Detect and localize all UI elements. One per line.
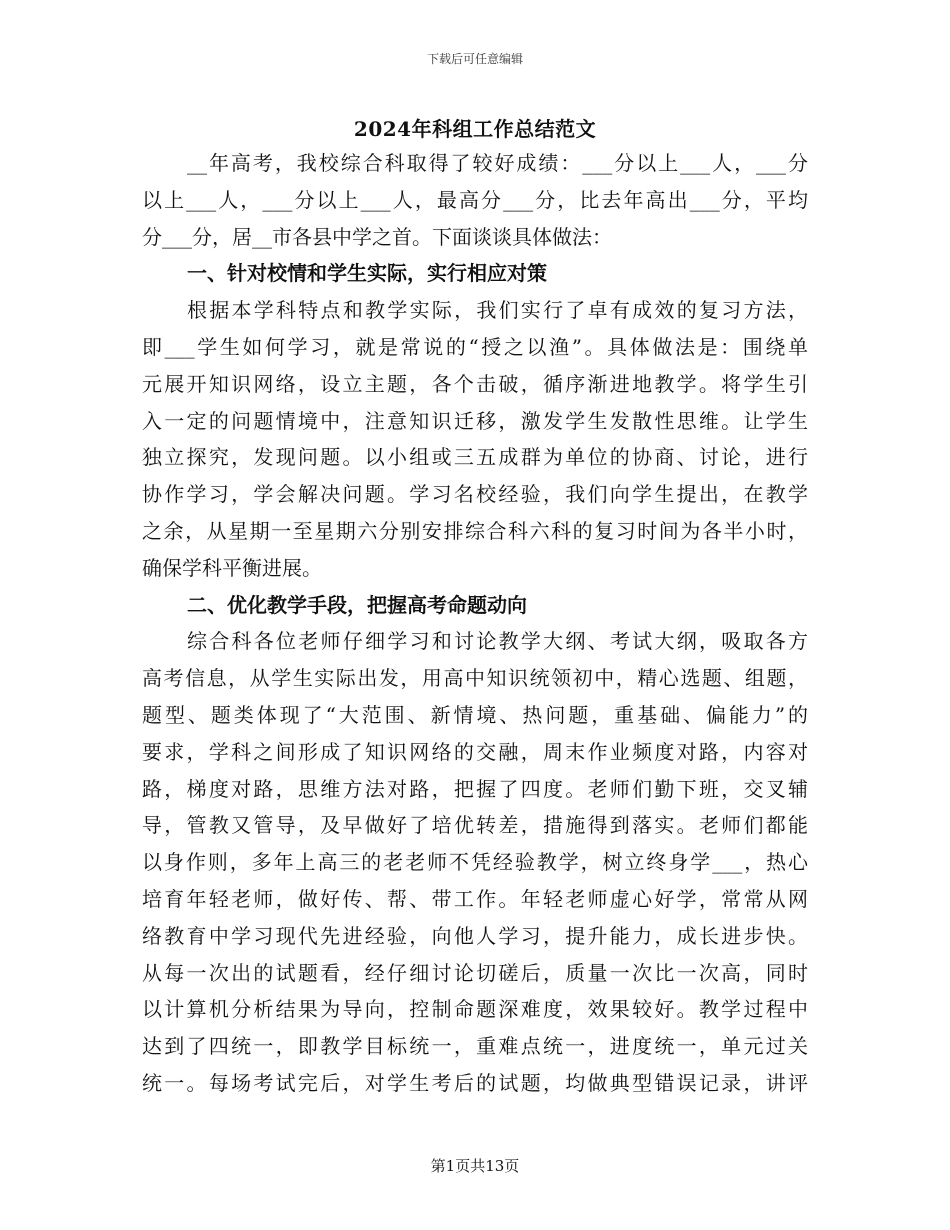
paragraph-line: 入一定的问题情境中，注意知识迁移，激发学生发散性思维。让学生 xyxy=(142,408,808,433)
paragraph-line: 统一。每场考试完后，对学生考后的试题，均做典型错误记录，讲评 xyxy=(142,1070,808,1095)
paragraph-line: 导，管教又管导，及早做好了培优转差，措施得到落实。老师们都能 xyxy=(142,813,808,838)
paragraph-line: 络教育中学习现代先进经验，向他人学习，提升能力，成长进步快。 xyxy=(142,923,808,948)
section-heading-1: 一、针对校情和学生实际，实行相应对策 xyxy=(187,261,547,286)
paragraph-line: 根据本学科特点和教学实际，我们实行了卓有成效的复习方法， xyxy=(187,298,808,323)
paragraph-line: 独立探究，发现问题。以小组或三五成群为单位的协商、讨论，进行 xyxy=(142,445,808,470)
paragraph-line: 达到了四统一，即教学目标统一，重难点统一，进度统一，单元过关 xyxy=(142,1034,808,1059)
page-header-note: 下载后可任意编辑 xyxy=(426,52,523,66)
document-body xyxy=(142,145,808,1102)
page-footer-number: 第1页共13页 xyxy=(430,1157,520,1175)
paragraph-line: 题型、题类体现了“大范围、新情境、热问题，重基础、偏能力”的 xyxy=(142,702,808,727)
document-title: 2024年科组工作总结范文 xyxy=(353,117,597,141)
paragraph-line: 以上___人，___分以上___人，最高分___分，比去年高出___分，平均 xyxy=(142,187,808,212)
paragraph-line: 分___分，居__市各县中学之首。下面谈谈具体做法： xyxy=(142,224,612,249)
paragraph-line: 路，梯度对路，思维方法对路，把握了四度。老师们勤下班，交叉辅 xyxy=(142,776,808,801)
paragraph-line: 以身作则，多年上高三的老老师不凭经验教学，树立终身学___，热心 xyxy=(142,850,808,875)
paragraph-line: 即___学生如何学习，就是常说的“授之以渔”。具体做法是：围绕单 xyxy=(142,334,808,359)
paragraph-line: 要求，学科之间形成了知识网络的交融，周末作业频度对路，内容对 xyxy=(142,739,808,764)
paragraph-line: 元展开知识网络，设立主题，各个击破，循序渐进地教学。将学生引 xyxy=(142,371,808,396)
section-heading-2: 二、优化教学手段，把握高考命题动向 xyxy=(187,592,527,617)
paragraph-line: 协作学习，学会解决问题。学习名校经验，我们向学生提出，在教学 xyxy=(142,482,808,507)
paragraph-line: 以计算机分析结果为导向，控制命题深难度，效果较好。教学过程中 xyxy=(142,997,808,1022)
paragraph-line: 培育年轻老师，做好传、帮、带工作。年轻老师虚心好学，常常从网 xyxy=(142,886,808,911)
paragraph-line: 高考信息，从学生实际出发，用高中知识统领初中，精心选题、组题， xyxy=(142,666,808,691)
paragraph-line: 确保学科平衡进展。 xyxy=(142,555,322,580)
paragraph-line: 从每一次出的试题看，经仔细讨论切磋后，质量一次比一次高，同时 xyxy=(142,960,808,985)
paragraph-line: 之余，从星期一至星期六分别安排综合科六科的复习时间为各半小时， xyxy=(142,518,808,543)
paragraph-line: 综合科各位老师仔细学习和讨论教学大纲、考试大纲，吸取各方 xyxy=(187,629,808,654)
paragraph-line: __年高考，我校综合科取得了较好成绩：___分以上___人，___分 xyxy=(187,151,808,175)
